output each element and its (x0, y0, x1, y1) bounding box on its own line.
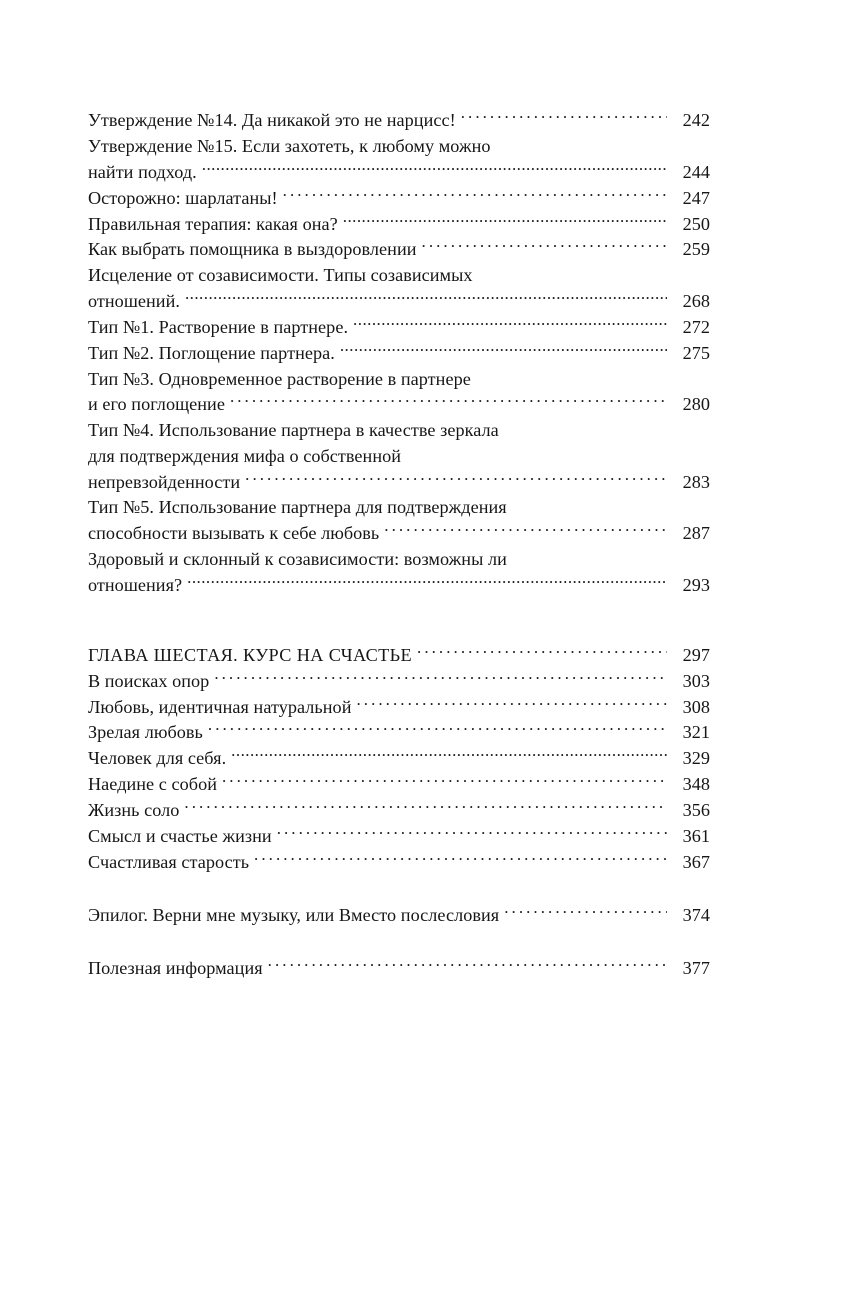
leader-dots (384, 521, 667, 539)
toc-entry[interactable] (88, 850, 710, 876)
toc-group-chapter-five-continued (88, 108, 710, 599)
leader-dots (422, 237, 667, 255)
leader-dots (222, 772, 667, 790)
toc-entry-page: 293 (682, 574, 710, 595)
leader-dots (461, 108, 667, 126)
leader-dots (340, 341, 667, 359)
toc-group-useful-info (88, 956, 710, 982)
toc-entry-title-line: для подтверждения мифа о собственной (88, 445, 402, 466)
toc-entry-page: 321 (682, 722, 710, 743)
toc-entry-title-line: способности вызывать к себе любовь (88, 523, 380, 544)
leader-dots (268, 956, 667, 974)
leader-dots (343, 211, 667, 229)
toc-entry-title: Как выбрать помощника в выздоровлении (88, 239, 417, 260)
toc-entry-title: Смысл и счастье жизни (88, 826, 272, 847)
toc-entry[interactable] (88, 134, 710, 186)
toc-entry-title: В поисках опор (88, 670, 210, 691)
toc-entry-page: 367 (682, 851, 710, 872)
table-of-contents (88, 108, 710, 981)
toc-group-epilogue (88, 903, 710, 929)
toc-entry-title-line: найти подход. (88, 161, 197, 182)
toc-entry-page: 247 (682, 187, 710, 208)
toc-entry-title: Правильная терапия: какая она? (88, 213, 338, 234)
toc-entry-page: 268 (682, 291, 710, 312)
section-gap (88, 876, 710, 903)
toc-entry-page: 297 (682, 644, 710, 665)
toc-entry[interactable] (88, 315, 710, 341)
toc-entry-title-line: Тип №5. Использование партнера для подтверждения (88, 497, 507, 518)
toc-entry-page: 250 (682, 213, 710, 234)
toc-entry-page: 348 (682, 774, 710, 795)
toc-entry-title: Осторожно: шарлатаны! (88, 187, 278, 208)
toc-entry[interactable] (88, 956, 710, 982)
leader-dots (214, 669, 667, 687)
toc-entry[interactable] (88, 108, 710, 134)
toc-entry-title: ГЛАВА ШЕСТАЯ. КУРС НА СЧАСТЬЕ (88, 644, 413, 665)
leader-dots (187, 573, 667, 591)
leader-dots (231, 746, 667, 764)
toc-entry-page: 303 (682, 670, 710, 691)
toc-entry-title-line: Тип №3. Одновременное растворение в партнере (88, 368, 471, 389)
toc-entry-page: 283 (682, 471, 710, 492)
toc-entry-page: 329 (682, 748, 710, 769)
toc-entry[interactable] (88, 418, 710, 495)
leader-dots (254, 850, 667, 868)
toc-entry-title-line: Здоровый и склонный к созависимости: возможны ли (88, 549, 507, 570)
toc-entry-title: Жизнь соло (88, 800, 180, 821)
toc-entry-title: Тип №1. Растворение в партнере. (88, 316, 349, 337)
toc-entry[interactable] (88, 341, 710, 367)
leader-dots (417, 643, 667, 661)
toc-entry-page: 275 (682, 342, 710, 363)
toc-entry-title: Тип №2. Поглощение партнера. (88, 342, 335, 363)
toc-entry-title-line: Исцеление от созависимости. Типы созависимых (88, 265, 473, 286)
leader-dots (353, 315, 667, 333)
toc-entry-page: 308 (682, 696, 710, 717)
toc-entry[interactable] (88, 263, 710, 315)
leader-dots (185, 289, 667, 307)
toc-entry-page: 259 (682, 239, 710, 260)
toc-entry-page: 272 (682, 316, 710, 337)
toc-entry-page: 287 (682, 523, 710, 544)
leader-dots (208, 720, 667, 738)
toc-entry[interactable] (88, 185, 710, 211)
toc-entry[interactable] (88, 547, 710, 599)
toc-entry[interactable] (88, 824, 710, 850)
leader-dots (504, 903, 667, 921)
leader-dots (277, 824, 667, 842)
leader-dots (356, 694, 667, 712)
toc-entry[interactable] (88, 720, 710, 746)
leader-dots (202, 160, 667, 178)
toc-entry-title: Зрелая любовь (88, 722, 203, 743)
toc-entry[interactable] (88, 903, 710, 929)
toc-entry-page: 356 (682, 800, 710, 821)
toc-entry-title: Эпилог. Верни мне музыку, или Вместо послесловия (88, 904, 500, 925)
toc-entry[interactable] (88, 772, 710, 798)
toc-entry-page: 361 (682, 826, 710, 847)
toc-entry-title: Любовь, идентичная натуральной (88, 696, 352, 717)
toc-entry-page: 377 (682, 957, 710, 978)
section-gap (88, 599, 710, 643)
leader-dots (245, 470, 667, 488)
toc-group-chapter-six (88, 643, 710, 876)
toc-entry[interactable] (88, 669, 710, 695)
toc-entry[interactable] (88, 694, 710, 720)
section-gap (88, 929, 710, 956)
toc-entry-title: Счастливая старость (88, 851, 250, 872)
toc-entry[interactable] (88, 237, 710, 263)
toc-entry-page: 244 (682, 161, 710, 182)
toc-entry-title: Наедине с собой (88, 774, 217, 795)
toc-entry[interactable] (88, 367, 710, 419)
toc-entry-title: Человек для себя. (88, 748, 227, 769)
leader-dots (283, 185, 667, 203)
toc-entry-page: 280 (682, 394, 710, 415)
toc-entry-title-line: отношений. (88, 291, 180, 312)
toc-entry-title-line: и его поглощение (88, 394, 225, 415)
toc-entry-title-line: непревзойденности (88, 471, 241, 492)
leader-dots (184, 798, 667, 816)
toc-entry[interactable] (88, 746, 710, 772)
toc-entry-title: Утверждение №14. Да никакой это не нарцисс! (88, 110, 456, 131)
toc-entry-page: 374 (682, 904, 710, 925)
toc-entry[interactable] (88, 211, 710, 237)
toc-entry-title-line: Тип №4. Использование партнера в качестве зеркала (88, 420, 499, 441)
leader-dots (230, 392, 667, 410)
toc-entry-chapter-heading[interactable] (88, 643, 710, 669)
toc-entry[interactable] (88, 495, 710, 547)
toc-entry[interactable] (88, 798, 710, 824)
toc-entry-title-line: Утверждение №15. Если захотеть, к любому можно (88, 135, 491, 156)
toc-entry-title: Полезная информация (88, 957, 263, 978)
toc-entry-page: 242 (682, 110, 710, 131)
toc-entry-title-line: отношения? (88, 574, 183, 595)
